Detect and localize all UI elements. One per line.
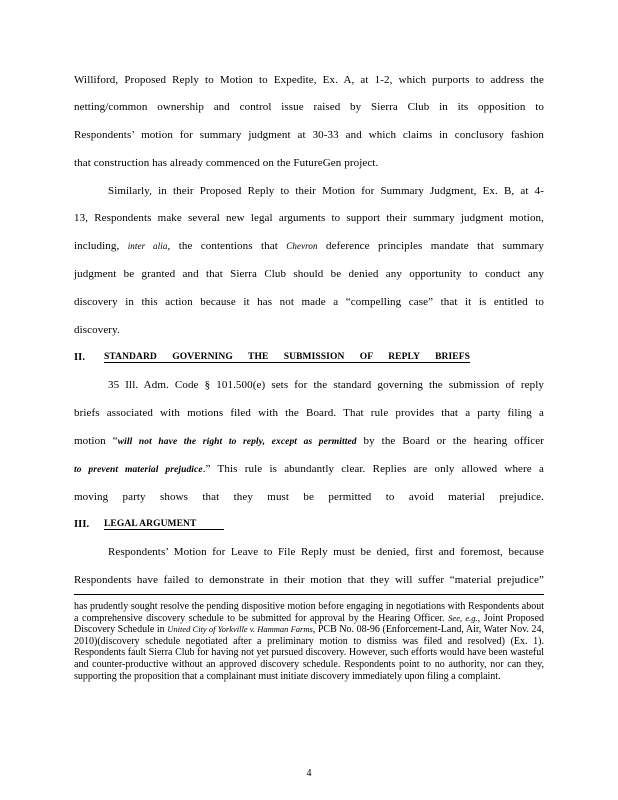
body-line: judgment be granted and that Sierra Club should be denied any opportunity to conduct any: [74, 268, 544, 280]
body-line: Respondents’ Motion for Leave to File Reply must be denied, first and foremost, because: [108, 546, 544, 558]
body-line: Williford, Proposed Reply to Motion to Expedite, Ex. A, at 1-2, which purports to address the: [74, 74, 544, 86]
section-heading: LEGAL ARGUMENT: [104, 519, 224, 530]
body-line: including, inter alia, the contentions that Chevron deference principles mandate that summary: [74, 240, 545, 252]
body-line: discovery in this action because it has not made a “compelling case” that it is entitled to: [74, 296, 544, 308]
section-heading: STANDARD GOVERNING THE SUBMISSION OF REPLY BRIEFS: [104, 352, 470, 362]
body-line: Respondents have failed to demonstrate in their motion that they will suffer “material prejudice”: [74, 574, 544, 586]
body-line: to prevent material prejudice.” This rule is abundantly clear. Replies are only allowed where a: [74, 463, 544, 475]
section-number: III.: [74, 519, 90, 530]
body-line: Similarly, in their Proposed Reply to their Motion for Summary Judgment, Ex. B, at 4-: [108, 185, 544, 197]
body-line: moving party shows that they must be permitted to avoid material prejudice.: [74, 491, 544, 503]
body-line: 35 Ill. Adm. Code § 101.500(e) sets for the standard governing the submission of reply: [108, 379, 544, 391]
body-line: motion “will not have the right to reply, except as permitted by the Board or the hearing officer: [74, 435, 544, 447]
section-number: II.: [74, 352, 86, 363]
body-line: that construction has already commenced on the FutureGen project.: [74, 157, 379, 169]
footnote: has prudently sought resolve the pending dispositive motion before engaging in negotiations with Respondents about a comprehensive discovery schedule to be submitted for approval by the Hearing Officer. See, e.g., Joint Proposed Discovery Schedule in United City of Yorkville v. Hamman Farms, PCB No. 08-96 (Enforcement-Land, Air, Water Nov. 24, 2010)(discovery schedule negotiated after a preliminary motion to dismiss was filed and resolved) (Ex. 1). Respondents fault Sierra Club for having not yet pursued discovery. However, such efforts would have been wasteful and counter-productive without an approved discovery schedule. Respondents point to no authority, nor can they, supporting the proposition that a complainant must initiate discovery immediately upon filing a complaint.: [74, 601, 545, 682]
body-line: netting/common ownership and control issue raised by Sierra Club in its opposition to: [74, 101, 544, 113]
body-line: briefs associated with motions filed with the Board. That rule provides that a party filing a: [74, 407, 544, 419]
body-line: 13, Respondents make several new legal arguments to support their summary judgment motion,: [74, 212, 544, 224]
page-number: 4: [306, 768, 312, 779]
footnote-separator: [74, 594, 544, 595]
body-line: Respondents’ motion for summary judgment at 30-33 and which claims in conclusory fashion: [74, 129, 544, 141]
body-line: discovery.: [74, 324, 120, 336]
